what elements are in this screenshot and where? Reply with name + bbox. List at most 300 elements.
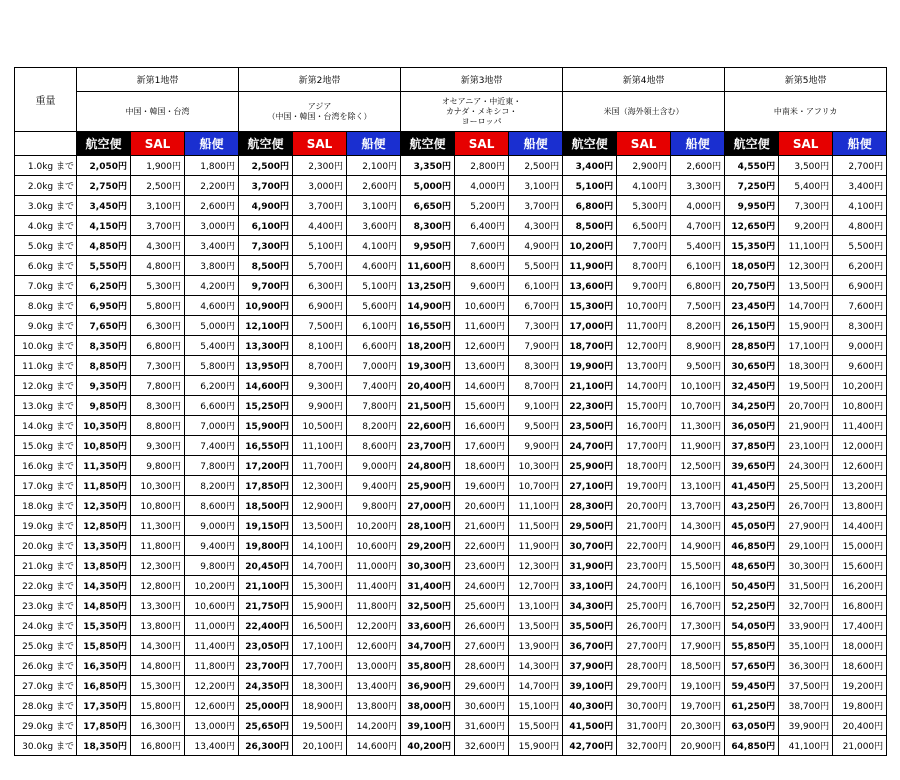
table-row bbox=[15, 316, 887, 336]
price-cell-air: 13,250円 bbox=[401, 276, 455, 296]
price-cell-ship: 13,800円 bbox=[347, 696, 401, 716]
price-cell-ship: 11,400円 bbox=[185, 636, 239, 656]
price-cell-air: 40,300円 bbox=[563, 696, 617, 716]
price-cell-sal: 16,500円 bbox=[293, 616, 347, 636]
table-row bbox=[15, 296, 887, 316]
price-cell-ship: 6,100円 bbox=[347, 316, 401, 336]
weight-cell: 1.0kg まで bbox=[15, 156, 77, 176]
price-cell-ship: 17,900円 bbox=[671, 636, 725, 656]
price-cell-sal: 23,100円 bbox=[779, 436, 833, 456]
price-cell-ship: 12,500円 bbox=[671, 456, 725, 476]
price-cell-ship: 17,300円 bbox=[671, 616, 725, 636]
price-cell-air: 7,650円 bbox=[77, 316, 131, 336]
price-cell-sal: 35,100円 bbox=[779, 636, 833, 656]
method-sal-zone-4: SAL bbox=[617, 132, 671, 156]
price-cell-air: 29,500円 bbox=[563, 516, 617, 536]
price-cell-ship: 5,100円 bbox=[347, 276, 401, 296]
price-cell-sal: 5,100円 bbox=[293, 236, 347, 256]
price-cell-air: 25,900円 bbox=[401, 476, 455, 496]
method-ship-zone-1: 船便 bbox=[185, 132, 239, 156]
price-cell-sal: 7,500円 bbox=[293, 316, 347, 336]
price-cell-ship: 2,200円 bbox=[185, 176, 239, 196]
price-cell-ship: 4,200円 bbox=[185, 276, 239, 296]
price-cell-air: 11,600円 bbox=[401, 256, 455, 276]
price-cell-ship: 11,000円 bbox=[347, 556, 401, 576]
price-cell-sal: 3,500円 bbox=[779, 156, 833, 176]
price-cell-air: 18,350円 bbox=[77, 736, 131, 756]
price-cell-ship: 3,100円 bbox=[509, 176, 563, 196]
price-cell-sal: 21,600円 bbox=[455, 516, 509, 536]
price-cell-air: 42,700円 bbox=[563, 736, 617, 756]
price-cell-air: 6,100円 bbox=[239, 216, 293, 236]
shipping-rate-table bbox=[14, 67, 887, 756]
price-cell-air: 25,650円 bbox=[239, 716, 293, 736]
price-cell-air: 15,250円 bbox=[239, 396, 293, 416]
price-cell-air: 13,850円 bbox=[77, 556, 131, 576]
price-cell-air: 22,400円 bbox=[239, 616, 293, 636]
price-cell-air: 9,950円 bbox=[725, 196, 779, 216]
method-ship-zone-5: 船便 bbox=[833, 132, 887, 156]
price-cell-sal: 15,300円 bbox=[131, 676, 185, 696]
price-cell-air: 17,850円 bbox=[77, 716, 131, 736]
price-cell-sal: 26,700円 bbox=[617, 616, 671, 636]
price-cell-sal: 22,600円 bbox=[455, 536, 509, 556]
price-cell-air: 17,000円 bbox=[563, 316, 617, 336]
price-cell-sal: 11,100円 bbox=[779, 236, 833, 256]
table-row bbox=[15, 276, 887, 296]
price-cell-air: 12,100円 bbox=[239, 316, 293, 336]
price-cell-air: 21,750円 bbox=[239, 596, 293, 616]
price-cell-air: 9,700円 bbox=[239, 276, 293, 296]
zone-5-region bbox=[725, 92, 887, 132]
price-cell-ship: 9,600円 bbox=[833, 356, 887, 376]
weight-cell: 14.0kg まで bbox=[15, 416, 77, 436]
table-row bbox=[15, 676, 887, 696]
weight-cell: 23.0kg まで bbox=[15, 596, 77, 616]
price-cell-sal: 4,400円 bbox=[293, 216, 347, 236]
price-cell-sal: 5,300円 bbox=[617, 196, 671, 216]
price-cell-sal: 18,900円 bbox=[293, 696, 347, 716]
weight-cell: 18.0kg まで bbox=[15, 496, 77, 516]
table-row bbox=[15, 336, 887, 356]
price-cell-air: 38,000円 bbox=[401, 696, 455, 716]
weight-cell: 8.0kg まで bbox=[15, 296, 77, 316]
rate-table-body bbox=[15, 156, 887, 756]
price-cell-air: 64,850円 bbox=[725, 736, 779, 756]
price-cell-sal: 20,700円 bbox=[779, 396, 833, 416]
price-cell-ship: 11,300円 bbox=[671, 416, 725, 436]
weight-cell: 15.0kg まで bbox=[15, 436, 77, 456]
table-row bbox=[15, 216, 887, 236]
price-cell-sal: 14,600円 bbox=[455, 376, 509, 396]
price-cell-ship: 6,600円 bbox=[185, 396, 239, 416]
price-cell-ship: 3,100円 bbox=[347, 196, 401, 216]
price-cell-air: 11,350円 bbox=[77, 456, 131, 476]
price-cell-sal: 12,900円 bbox=[293, 496, 347, 516]
price-cell-air: 8,350円 bbox=[77, 336, 131, 356]
price-cell-air: 19,300円 bbox=[401, 356, 455, 376]
price-cell-air: 14,600円 bbox=[239, 376, 293, 396]
price-cell-air: 25,900円 bbox=[563, 456, 617, 476]
price-cell-ship: 13,800円 bbox=[833, 496, 887, 516]
price-cell-sal: 14,300円 bbox=[131, 636, 185, 656]
price-cell-ship: 7,800円 bbox=[185, 456, 239, 476]
price-cell-sal: 18,300円 bbox=[779, 356, 833, 376]
price-cell-air: 23,450円 bbox=[725, 296, 779, 316]
price-cell-sal: 12,300円 bbox=[293, 476, 347, 496]
price-cell-sal: 30,700円 bbox=[617, 696, 671, 716]
weight-cell: 20.0kg まで bbox=[15, 536, 77, 556]
price-cell-sal: 3,000円 bbox=[293, 176, 347, 196]
price-cell-air: 26,150円 bbox=[725, 316, 779, 336]
price-cell-sal: 10,800円 bbox=[131, 496, 185, 516]
price-cell-air: 33,100円 bbox=[563, 576, 617, 596]
price-cell-sal: 36,300円 bbox=[779, 656, 833, 676]
price-cell-ship: 9,000円 bbox=[347, 456, 401, 476]
price-cell-ship: 13,400円 bbox=[185, 736, 239, 756]
price-cell-air: 7,300円 bbox=[239, 236, 293, 256]
price-cell-sal: 27,600円 bbox=[455, 636, 509, 656]
price-cell-ship: 11,400円 bbox=[833, 416, 887, 436]
price-cell-ship: 6,200円 bbox=[185, 376, 239, 396]
weight-cell: 6.0kg まで bbox=[15, 256, 77, 276]
weight-cell: 3.0kg まで bbox=[15, 196, 77, 216]
price-cell-sal: 6,300円 bbox=[131, 316, 185, 336]
price-cell-air: 41,500円 bbox=[563, 716, 617, 736]
price-cell-air: 13,350円 bbox=[77, 536, 131, 556]
price-cell-sal: 13,500円 bbox=[779, 276, 833, 296]
table-row bbox=[15, 476, 887, 496]
weight-cell: 4.0kg まで bbox=[15, 216, 77, 236]
price-cell-air: 17,350円 bbox=[77, 696, 131, 716]
table-row bbox=[15, 616, 887, 636]
table-row bbox=[15, 736, 887, 756]
price-cell-air: 6,650円 bbox=[401, 196, 455, 216]
price-cell-ship: 7,400円 bbox=[185, 436, 239, 456]
price-cell-ship: 7,800円 bbox=[347, 396, 401, 416]
price-cell-air: 61,250円 bbox=[725, 696, 779, 716]
price-cell-ship: 5,400円 bbox=[671, 236, 725, 256]
table-row bbox=[15, 656, 887, 676]
zone-1-region bbox=[77, 92, 239, 132]
price-cell-air: 3,700円 bbox=[239, 176, 293, 196]
price-cell-ship: 3,400円 bbox=[185, 236, 239, 256]
price-cell-air: 3,450円 bbox=[77, 196, 131, 216]
price-cell-air: 19,150円 bbox=[239, 516, 293, 536]
table-row bbox=[15, 436, 887, 456]
price-cell-ship: 9,100円 bbox=[509, 396, 563, 416]
method-ship-zone-4: 船便 bbox=[671, 132, 725, 156]
price-cell-air: 29,200円 bbox=[401, 536, 455, 556]
price-cell-air: 2,050円 bbox=[77, 156, 131, 176]
price-cell-air: 37,850円 bbox=[725, 436, 779, 456]
price-cell-ship: 13,700円 bbox=[671, 496, 725, 516]
price-cell-ship: 2,600円 bbox=[347, 176, 401, 196]
price-cell-sal: 12,300円 bbox=[779, 256, 833, 276]
price-cell-sal: 9,300円 bbox=[131, 436, 185, 456]
table-row bbox=[15, 176, 887, 196]
price-cell-ship: 19,200円 bbox=[833, 676, 887, 696]
price-cell-ship: 13,100円 bbox=[671, 476, 725, 496]
price-cell-ship: 13,500円 bbox=[509, 616, 563, 636]
price-cell-sal: 7,800円 bbox=[131, 376, 185, 396]
price-cell-ship: 6,100円 bbox=[671, 256, 725, 276]
price-cell-air: 12,350円 bbox=[77, 496, 131, 516]
price-cell-ship: 3,700円 bbox=[509, 196, 563, 216]
price-cell-sal: 32,700円 bbox=[779, 596, 833, 616]
method-sal-zone-5: SAL bbox=[779, 132, 833, 156]
price-cell-ship: 2,600円 bbox=[185, 196, 239, 216]
weight-cell: 13.0kg まで bbox=[15, 396, 77, 416]
price-cell-air: 31,400円 bbox=[401, 576, 455, 596]
price-cell-air: 20,450円 bbox=[239, 556, 293, 576]
price-cell-ship: 7,900円 bbox=[509, 336, 563, 356]
price-cell-air: 10,850円 bbox=[77, 436, 131, 456]
price-cell-sal: 41,100円 bbox=[779, 736, 833, 756]
price-cell-sal: 5,700円 bbox=[293, 256, 347, 276]
price-cell-ship: 8,200円 bbox=[347, 416, 401, 436]
price-cell-air: 41,450円 bbox=[725, 476, 779, 496]
price-cell-sal: 6,400円 bbox=[455, 216, 509, 236]
price-cell-sal: 9,200円 bbox=[779, 216, 833, 236]
weight-cell: 11.0kg まで bbox=[15, 356, 77, 376]
price-cell-sal: 9,700円 bbox=[617, 276, 671, 296]
weight-cell: 30.0kg まで bbox=[15, 736, 77, 756]
price-cell-air: 23,500円 bbox=[563, 416, 617, 436]
price-cell-air: 34,300円 bbox=[563, 596, 617, 616]
price-cell-ship: 5,500円 bbox=[833, 236, 887, 256]
price-cell-ship: 3,000円 bbox=[185, 216, 239, 236]
price-cell-sal: 9,300円 bbox=[293, 376, 347, 396]
price-cell-ship: 4,300円 bbox=[509, 216, 563, 236]
price-cell-sal: 30,600円 bbox=[455, 696, 509, 716]
price-cell-sal: 29,700円 bbox=[617, 676, 671, 696]
price-cell-air: 16,850円 bbox=[77, 676, 131, 696]
price-cell-sal: 20,600円 bbox=[455, 496, 509, 516]
price-cell-sal: 16,600円 bbox=[455, 416, 509, 436]
zone-4-region bbox=[563, 92, 725, 132]
price-cell-sal: 13,600円 bbox=[455, 356, 509, 376]
price-cell-air: 11,850円 bbox=[77, 476, 131, 496]
weight-cell: 5.0kg まで bbox=[15, 236, 77, 256]
price-cell-air: 52,250円 bbox=[725, 596, 779, 616]
price-cell-sal: 14,700円 bbox=[617, 376, 671, 396]
price-cell-ship: 2,600円 bbox=[671, 156, 725, 176]
price-cell-sal: 27,700円 bbox=[617, 636, 671, 656]
price-cell-sal: 24,600円 bbox=[455, 576, 509, 596]
weight-cell: 16.0kg まで bbox=[15, 456, 77, 476]
price-cell-air: 21,500円 bbox=[401, 396, 455, 416]
weight-cell: 9.0kg まで bbox=[15, 316, 77, 336]
price-cell-sal: 8,100円 bbox=[293, 336, 347, 356]
price-cell-ship: 9,000円 bbox=[185, 516, 239, 536]
price-cell-air: 46,850円 bbox=[725, 536, 779, 556]
table-row bbox=[15, 716, 887, 736]
weight-cell: 7.0kg まで bbox=[15, 276, 77, 296]
weight-method-blank bbox=[15, 132, 77, 156]
price-cell-sal: 39,900円 bbox=[779, 716, 833, 736]
price-cell-sal: 17,100円 bbox=[779, 336, 833, 356]
table-row bbox=[15, 196, 887, 216]
price-cell-sal: 4,300円 bbox=[131, 236, 185, 256]
price-cell-sal: 14,700円 bbox=[779, 296, 833, 316]
price-cell-sal: 14,700円 bbox=[293, 556, 347, 576]
price-cell-sal: 26,700円 bbox=[779, 496, 833, 516]
price-cell-air: 6,250円 bbox=[77, 276, 131, 296]
price-cell-air: 23,700円 bbox=[401, 436, 455, 456]
price-cell-air: 40,200円 bbox=[401, 736, 455, 756]
price-cell-sal: 13,300円 bbox=[131, 596, 185, 616]
price-cell-ship: 9,900円 bbox=[509, 436, 563, 456]
price-cell-ship: 15,600円 bbox=[833, 556, 887, 576]
price-cell-sal: 16,700円 bbox=[617, 416, 671, 436]
price-cell-air: 27,000円 bbox=[401, 496, 455, 516]
weight-cell: 2.0kg まで bbox=[15, 176, 77, 196]
price-cell-ship: 9,800円 bbox=[347, 496, 401, 516]
price-cell-ship: 4,100円 bbox=[833, 196, 887, 216]
price-cell-air: 4,900円 bbox=[239, 196, 293, 216]
price-cell-ship: 8,200円 bbox=[671, 316, 725, 336]
price-cell-sal: 25,700円 bbox=[617, 596, 671, 616]
price-cell-air: 14,850円 bbox=[77, 596, 131, 616]
price-cell-ship: 14,700円 bbox=[509, 676, 563, 696]
price-cell-ship: 8,600円 bbox=[347, 436, 401, 456]
price-cell-sal: 15,900円 bbox=[293, 596, 347, 616]
price-cell-sal: 8,800円 bbox=[131, 416, 185, 436]
price-cell-ship: 6,700円 bbox=[509, 296, 563, 316]
price-cell-ship: 12,200円 bbox=[185, 676, 239, 696]
price-cell-sal: 32,600円 bbox=[455, 736, 509, 756]
price-cell-ship: 9,400円 bbox=[347, 476, 401, 496]
price-cell-ship: 14,300円 bbox=[509, 656, 563, 676]
price-cell-ship: 5,400円 bbox=[185, 336, 239, 356]
price-cell-sal: 13,800円 bbox=[131, 616, 185, 636]
price-cell-ship: 2,100円 bbox=[347, 156, 401, 176]
price-cell-air: 10,900円 bbox=[239, 296, 293, 316]
weight-cell: 19.0kg まで bbox=[15, 516, 77, 536]
price-cell-sal: 37,500円 bbox=[779, 676, 833, 696]
price-cell-air: 2,500円 bbox=[239, 156, 293, 176]
price-cell-air: 28,100円 bbox=[401, 516, 455, 536]
table-row bbox=[15, 376, 887, 396]
price-cell-ship: 14,900円 bbox=[671, 536, 725, 556]
price-cell-sal: 18,300円 bbox=[293, 676, 347, 696]
price-cell-air: 18,500円 bbox=[239, 496, 293, 516]
price-cell-air: 20,400円 bbox=[401, 376, 455, 396]
price-cell-ship: 20,300円 bbox=[671, 716, 725, 736]
price-cell-ship: 6,200円 bbox=[833, 256, 887, 276]
price-cell-air: 24,350円 bbox=[239, 676, 293, 696]
price-cell-sal: 32,700円 bbox=[617, 736, 671, 756]
price-cell-sal: 7,300円 bbox=[131, 356, 185, 376]
price-cell-ship: 14,200円 bbox=[347, 716, 401, 736]
price-cell-air: 16,350円 bbox=[77, 656, 131, 676]
price-cell-ship: 16,800円 bbox=[833, 596, 887, 616]
price-cell-air: 15,900円 bbox=[239, 416, 293, 436]
price-cell-ship: 19,700円 bbox=[671, 696, 725, 716]
price-cell-ship: 5,000円 bbox=[185, 316, 239, 336]
price-cell-air: 45,050円 bbox=[725, 516, 779, 536]
price-cell-ship: 17,400円 bbox=[833, 616, 887, 636]
price-cell-ship: 9,500円 bbox=[509, 416, 563, 436]
price-cell-air: 15,850円 bbox=[77, 636, 131, 656]
table-row bbox=[15, 596, 887, 616]
price-cell-ship: 8,300円 bbox=[833, 316, 887, 336]
method-air-zone-2: 航空便 bbox=[239, 132, 293, 156]
price-cell-air: 13,300円 bbox=[239, 336, 293, 356]
price-cell-ship: 13,100円 bbox=[509, 596, 563, 616]
price-cell-ship: 18,500円 bbox=[671, 656, 725, 676]
price-cell-air: 10,350円 bbox=[77, 416, 131, 436]
price-cell-air: 37,900円 bbox=[563, 656, 617, 676]
price-cell-sal: 11,800円 bbox=[131, 536, 185, 556]
price-cell-ship: 13,900円 bbox=[509, 636, 563, 656]
price-cell-air: 30,300円 bbox=[401, 556, 455, 576]
price-cell-air: 22,600円 bbox=[401, 416, 455, 436]
price-cell-air: 24,800円 bbox=[401, 456, 455, 476]
price-cell-sal: 15,600円 bbox=[455, 396, 509, 416]
price-cell-ship: 11,400円 bbox=[347, 576, 401, 596]
price-cell-air: 55,850円 bbox=[725, 636, 779, 656]
price-cell-sal: 16,800円 bbox=[131, 736, 185, 756]
price-cell-sal: 24,700円 bbox=[617, 576, 671, 596]
weight-cell: 10.0kg まで bbox=[15, 336, 77, 356]
price-cell-sal: 23,600円 bbox=[455, 556, 509, 576]
price-cell-ship: 11,800円 bbox=[185, 656, 239, 676]
price-cell-air: 28,850円 bbox=[725, 336, 779, 356]
price-cell-ship: 10,600円 bbox=[347, 536, 401, 556]
price-cell-air: 16,550円 bbox=[239, 436, 293, 456]
price-cell-sal: 26,600円 bbox=[455, 616, 509, 636]
price-cell-sal: 9,900円 bbox=[293, 396, 347, 416]
price-cell-sal: 20,700円 bbox=[617, 496, 671, 516]
price-cell-ship: 20,900円 bbox=[671, 736, 725, 756]
price-cell-ship: 12,600円 bbox=[185, 696, 239, 716]
price-cell-ship: 3,300円 bbox=[671, 176, 725, 196]
price-cell-sal: 11,300円 bbox=[131, 516, 185, 536]
price-cell-sal: 9,600円 bbox=[455, 276, 509, 296]
price-cell-ship: 10,200円 bbox=[347, 516, 401, 536]
price-cell-sal: 29,100円 bbox=[779, 536, 833, 556]
price-cell-air: 32,500円 bbox=[401, 596, 455, 616]
price-cell-air: 23,700円 bbox=[239, 656, 293, 676]
table-row bbox=[15, 456, 887, 476]
price-cell-sal: 7,300円 bbox=[779, 196, 833, 216]
price-cell-air: 35,500円 bbox=[563, 616, 617, 636]
price-cell-ship: 16,200円 bbox=[833, 576, 887, 596]
price-cell-air: 39,650円 bbox=[725, 456, 779, 476]
price-cell-sal: 6,900円 bbox=[293, 296, 347, 316]
price-cell-ship: 7,300円 bbox=[509, 316, 563, 336]
price-cell-ship: 4,900円 bbox=[509, 236, 563, 256]
price-cell-air: 10,200円 bbox=[563, 236, 617, 256]
price-cell-sal: 17,700円 bbox=[293, 656, 347, 676]
price-cell-ship: 4,600円 bbox=[347, 256, 401, 276]
price-cell-ship: 14,600円 bbox=[347, 736, 401, 756]
price-cell-air: 20,750円 bbox=[725, 276, 779, 296]
price-cell-sal: 17,100円 bbox=[293, 636, 347, 656]
price-cell-sal: 12,700円 bbox=[617, 336, 671, 356]
price-cell-ship: 4,000円 bbox=[671, 196, 725, 216]
method-ship-zone-2: 船便 bbox=[347, 132, 401, 156]
region-line: 中南米・アフリカ bbox=[773, 106, 838, 116]
method-sal-zone-2: SAL bbox=[293, 132, 347, 156]
price-cell-sal: 17,600円 bbox=[455, 436, 509, 456]
method-air-zone-1: 航空便 bbox=[77, 132, 131, 156]
table-row bbox=[15, 556, 887, 576]
zone-1-header: 新第1地帯 bbox=[77, 68, 239, 92]
price-cell-sal: 16,300円 bbox=[131, 716, 185, 736]
